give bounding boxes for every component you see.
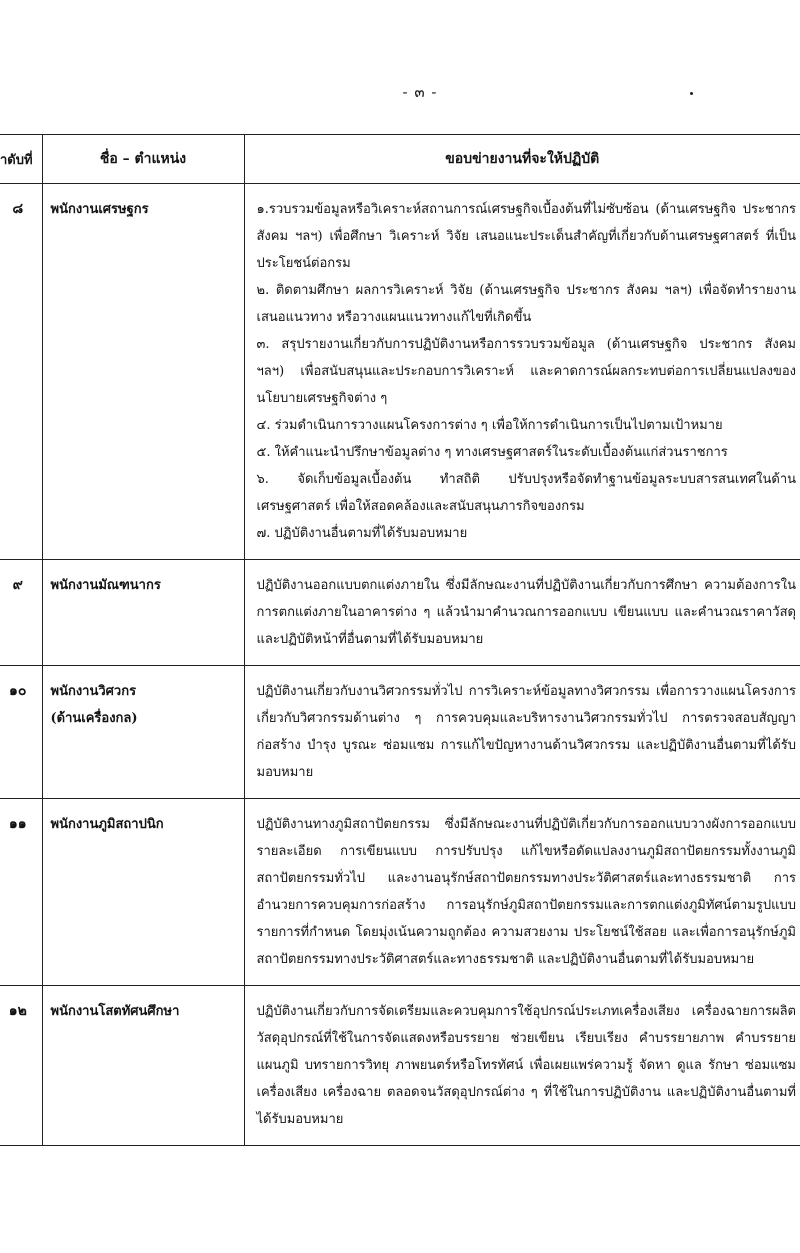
header-name: ชื่อ – ตำแหน่ง [42, 135, 244, 184]
position-name [42, 799, 244, 986]
duty-item: ๖. จัดเก็บข้อมูลเบื้องต้น ทำสถิติ ปรับปรุงหรือจัดทำฐานข้อมูลระบบสารสนเทศในด้านเศรษฐศาสตร์ เพื่อให้สอดคล้องและสนับสนุนภารกิจของกรม [256, 472, 796, 514]
position-line: พนักงานวิศวกร [50, 684, 137, 699]
duty-item: ปฏิบัติงานออกแบบตกแต่งภายใน ซึ่งมีลักษณะงานที่ปฏิบัติงานเกี่ยวกับการศึกษา ความต้องการในการตกแต่งภายในอาคารต่าง ๆ แล้วนำมาคำนวณการออกแบบ เขียนแบบ และคำนวณราคาวัสดุ และปฏิบัติหน้าที่อื่นตามที่ได้รับมอบหมาย [256, 578, 796, 647]
duty-scope [244, 986, 800, 1146]
duty-scope [244, 184, 800, 560]
duty-scope [244, 560, 800, 666]
table-row [0, 666, 800, 799]
header-no: ำดับที่ [0, 135, 42, 184]
position-name [42, 560, 244, 666]
position-line: พนักงานเศรษฐกร [50, 202, 149, 217]
duty-item: ๕. ให้คำแนะนำปรึกษาข้อมูลต่าง ๆ ทางเศรษฐศาสตร์ในระดับเบื้องต้นแก่ส่วนราชการ [256, 445, 728, 460]
duty-table [0, 134, 800, 1146]
duty-item: ปฏิบัติงานเกี่ยวกับงานวิศวกรรมทั่วไป การวิเคราะห์ข้อมูลทางวิศวกรรม เพื่อการวางแผนโครงการเกี่ยวกับวิศวกรรมด้านต่าง ๆ การควบคุมและบริหารงานวิศวกรรมทั่วไป การตรวจสอบสัญญาก่อสร้าง บำรุง บูรณะ ซ่อมแซม การแก้ไขปัญหางานด้านวิศวกรรม และปฏิบัติงานอื่นตามที่ได้รับมอบหมาย [256, 684, 796, 780]
duty-item: ๗. ปฏิบัติงานอื่นตามที่ได้รับมอบหมาย [256, 526, 468, 541]
header-scope: ขอบข่ายงานที่จะให้ปฏิบัติ [244, 135, 800, 184]
position-name [42, 986, 244, 1146]
position-name [42, 666, 244, 799]
row-number: ๑๐ [0, 666, 42, 799]
table-row [0, 184, 800, 560]
table-row [0, 799, 800, 986]
scan-speck [690, 92, 693, 95]
position-line: พนักงานมัณฑนากร [50, 578, 161, 593]
duty-item: ๒. ติดตามศึกษา ผลการวิเคราะห์ วิจัย (ด้านเศรษฐกิจ ประชากร สังคม ฯลฯ) เพื่อจัดทำรายงานเสนอแนวทาง หรือวางแผนแนวทางแก้ไขที่เกิดขึ้น [256, 283, 796, 325]
row-number: ๑๑ [0, 799, 42, 986]
page-number: - ๓ - [402, 83, 438, 101]
table-row [0, 560, 800, 666]
duty-item: ๓. สรุปรายงานเกี่ยวกับการปฏิบัติงานหรือการรวบรวมข้อมูล (ด้านเศรษฐกิจ ประชากร สังคม ฯลฯ) เพื่อสนับสนุนและประกอบการวิเคราะห์ และคาดการณ์ผลกระทบต่อการเปลี่ยนแปลงของนโยบายเศรษฐกิจต่าง ๆ [256, 337, 796, 406]
duty-scope [244, 799, 800, 986]
duty-scope [244, 666, 800, 799]
row-number: ๑๒ [0, 986, 42, 1146]
row-number: ๙ [0, 560, 42, 666]
position-line: พนักงานภูมิสถาปนิก [50, 817, 164, 832]
position-line: (ด้านเครื่องกล) [50, 711, 138, 726]
row-number: ๘ [0, 184, 42, 560]
duty-item: ๑.รวบรวมข้อมูลหรือวิเคราะห์สถานการณ์เศรษฐกิจเบื้องต้นที่ไม่ซับซ้อน (ด้านเศรษฐกิจ ประชากร สังคม ฯลฯ) เพื่อศึกษา วิเคราะห์ วิจัย เสนอแนะประเด็นสำคัญที่เกี่ยวกับด้านเศรษฐศาสตร์ ที่เป็นประโยชน์ต่อกรม [256, 202, 796, 271]
duty-item: ปฏิบัติงานทางภูมิสถาปัตยกรรม ซึ่งมีลักษณะงานที่ปฏิบัติเกี่ยวกับการออกแบบวางผังการออกแบบรายละเอียด การเขียนแบบ การปรับปรุง แก้ไขหรือดัดแปลงงานภูมิสถาปัตยกรรมทั้งงานภูมิสถาปัตยกรรมทั่วไป และงานอนุรักษ์สถาปัตยกรรมทางประวัติศาสตร์และทางธรรมชาติ การอำนวยการควบคุมการก่อสร้าง การอนุรักษ์ภูมิสถาปัตยกรรมและการตกแต่งภูมิทัศน์ตามรูปแบบรายการที่กำหนด โดยมุ่งเน้นความถูกต้อง ความสวยงาม ประโยชน์ใช้สอย และเพื่อการอนุรักษ์ภูมิสถาปัตยกรรมทางประวัติศาสตร์และทางธรรมชาติ และปฏิบัติงานอื่นตามที่ได้รับมอบหมาย [256, 817, 796, 967]
table-header-row [0, 135, 800, 184]
duty-item: ปฏิบัติงานเกี่ยวกับการจัดเตรียมและควบคุมการใช้อุปกรณ์ประเภทเครื่องเสียง เครื่องฉายการผลิตวัสดุอุปกรณ์ที่ใช้ในการจัดแสดงหรือบรรยาย ช่วยเขียน เรียบเรียง คำบรรยายภาพ คำบรรยายแผนภูมิ บทรายการวิทยุ ภาพยนตร์หรือโทรทัศน์ เพื่อเผยแพร่ความรู้ จัดหา ดูแล รักษา ซ่อมแซม เครื่องเสียง เครื่องฉาย ตลอดจนวัสดุอุปกรณ์ต่าง ๆ ที่ใช้ในการปฏิบัติงาน และปฏิบัติงานอื่นตามที่ได้รับมอบหมาย [256, 1004, 796, 1127]
position-line: พนักงานโสตทัศนศึกษา [50, 1004, 180, 1019]
table-row [0, 986, 800, 1146]
duty-item: ๔. ร่วมดำเนินการวางแผนโครงการต่าง ๆ เพื่อให้การดำเนินการเป็นไปตามเป้าหมาย [256, 418, 723, 433]
position-name [42, 184, 244, 560]
